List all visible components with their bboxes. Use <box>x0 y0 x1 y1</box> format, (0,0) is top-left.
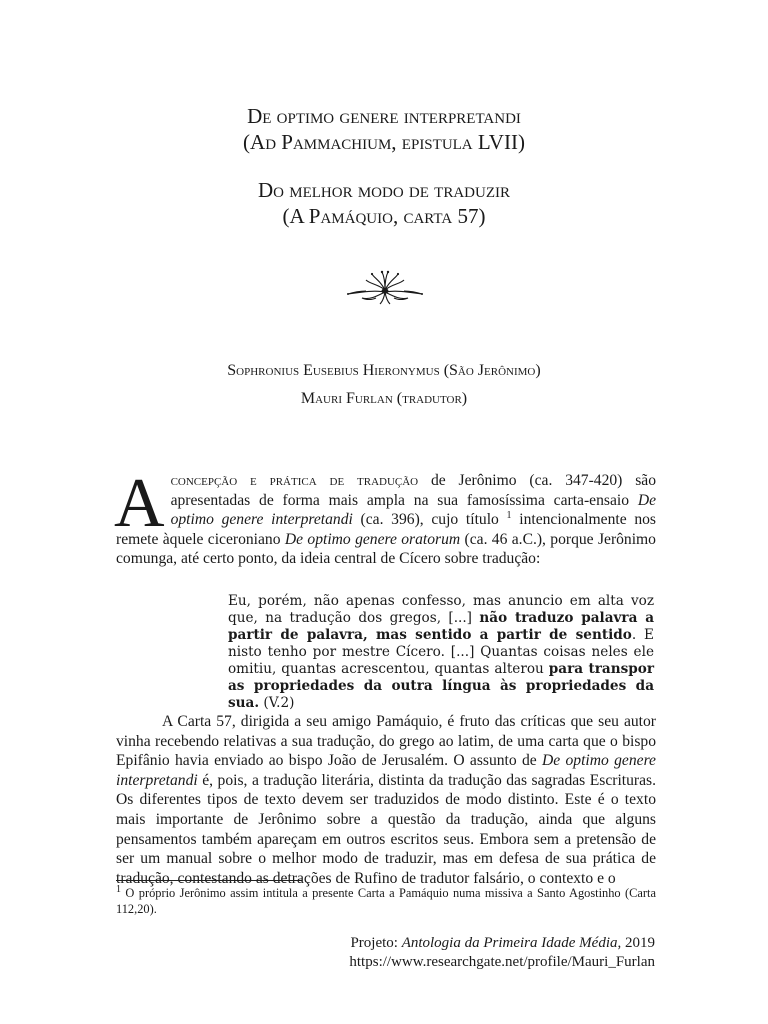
intro-text-d: (ca. 46 a.C.), porque Jerônimo comunga, até certo ponto, da ideia central de Cícero sobre tradução: <box>116 530 656 568</box>
para2-text-1: A Carta 57, dirigida a seu amigo Pamáquio, é fruto das críticas que seu autor vinha recebendo relativas a sua tradução, do grego ao latim, de uma carta que o bispo Epifânio havia enviado ao bispo João de Jerusalém. O assunto de <box>116 713 656 770</box>
project-line <box>349 934 655 953</box>
project-url-link[interactable]: https://www.researchgate.net/profile/Mauri_Furlan <box>349 954 655 970</box>
intro-text-a: de Jerônimo (ca. 347-420) são apresentadas de forma mais ampla na sua famosíssima carta-ensaio <box>170 472 656 509</box>
translator-line: Mauri Furlan (tradutor) <box>300 390 468 407</box>
quote-bold-1: não traduzo palavra a partir de palavra, mas sentido a partir de sentido <box>228 610 654 643</box>
drop-cap: A <box>114 465 165 542</box>
footnote <box>116 885 656 917</box>
footnote-reference[interactable]: 1 <box>506 510 512 521</box>
intro-italic-cicero: De optimo genere oratorum <box>284 530 461 548</box>
intro-lead-smallcaps: concepção e prática de tradução <box>170 472 419 489</box>
project-credit <box>349 934 655 972</box>
title-latin-line1: De optimo genere interpretandi <box>247 104 521 128</box>
block-quote <box>228 593 654 712</box>
title-pt-line1: Do melhor modo de traduzir <box>258 178 510 202</box>
footnote-number: 1 <box>116 883 121 895</box>
intro-italic-title: De optimo genere interpretandi <box>170 491 656 529</box>
fleuron-ornament-icon <box>344 270 426 306</box>
quote-citation: (V.2) <box>259 695 295 711</box>
project-prefix: Projeto: <box>350 935 402 951</box>
quote-bold-2: para transpor as propriedades da outra língua às propriedades da sua. <box>228 661 654 711</box>
intro-text-c: intencionalmente nos remete àquele ciceroniano <box>116 511 656 548</box>
title-latin <box>0 103 768 155</box>
intro-text-b: (ca. 396), cujo título <box>352 511 507 529</box>
body-paragraph <box>116 712 656 888</box>
footnote-divider <box>116 880 302 881</box>
intro-paragraph <box>114 465 656 569</box>
footnote-text: O próprio Jerônimo assim intitula a presente Carta a Pamáquio numa missiva a Santo Agostinho (Carta 112,20). <box>116 886 656 916</box>
quote-text-1: Eu, porém, não apenas confesso, mas anuncio em alta voz que, na tradução dos gregos, [...] <box>228 593 654 626</box>
project-year: , 2019 <box>617 935 655 951</box>
title-latin-line2: (Ad Pammachium, epistula LVII) <box>243 130 525 154</box>
title-pt-line2: (A Pamáquio, carta 57) <box>282 204 486 228</box>
para2-text-2: é, pois, a tradução literária, distinta da tradução das sagradas Escrituras. Os diferentes tipos de texto devem ser traduzidos de modo distinto. Este é o texto mais importante de Jerônimo sobre a questão da tradução, ainda que alguns pensamentos também apareçam em outros escritos seus. Embora sem a pretensão de ser um manual sobre o melhor modo de traduzir, mas em defesa de sua prática de tradução, contestando as detrações de Rufino de tradutor falsário, o contexto e o <box>116 771 656 887</box>
title-portuguese <box>0 177 768 229</box>
quote-text-2: . E nisto tenho por mestre Cícero. [...] Quantas coisas neles ele omitiu, quantas acrescentou, quantas alterou <box>228 627 654 677</box>
para2-italic-title: De optimo genere interpretandi <box>116 752 656 789</box>
project-title: Antologia da Primeira Idade Média <box>401 935 618 951</box>
author-line: Sophronius Eusebius Hieronymus (São Jerônimo) <box>227 362 541 379</box>
